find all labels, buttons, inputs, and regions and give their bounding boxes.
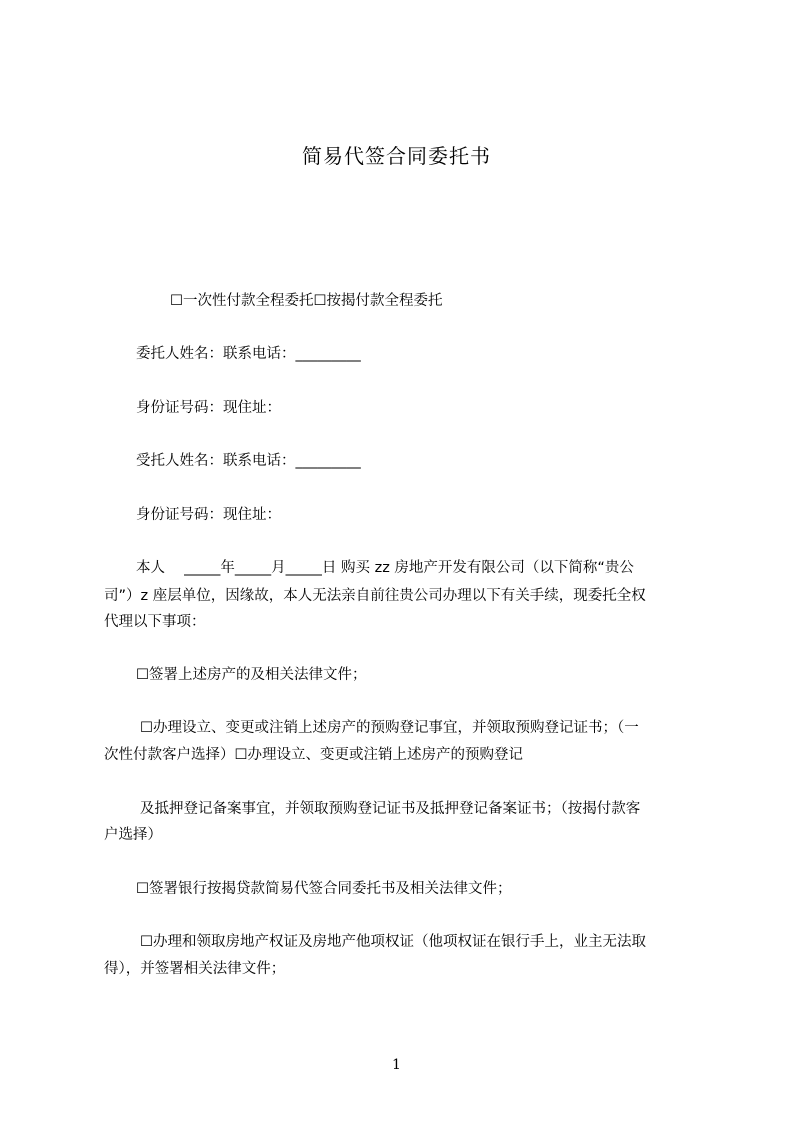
- purchase-statement-line-2: 司”）z 座层单位，因缘故，本人无法亲自前往贵公司办理以下有关手续，现委托全权: [104, 588, 646, 604]
- item-mortgage-registration-line-1: 及抵押登记备案事宜，并领取预购登记证书及抵押登记备案证书；（按揭付款客: [140, 801, 641, 817]
- item-presale-registration-line-2: 次性付款客户选择）☐办理设立、变更或注销上述房产的预购登记: [104, 747, 523, 763]
- purchase-statement-line-3: 代理以下事项：: [104, 614, 206, 630]
- item-property-certificate-line-1: ☐办理和领取房地产权证及房地产他项权证（他项权证在银行手上，业主无法取: [140, 934, 646, 950]
- item-mortgage-registration-line-2: 户选择）: [104, 827, 162, 843]
- payment-type-options: ☐一次性付款全程委托☐按揭付款全程委托: [170, 293, 443, 309]
- agent-name-phone: 受托人姓名：联系电话：_________: [136, 453, 361, 469]
- document-title: 简易代签合同委托书: [302, 144, 491, 168]
- item-bank-mortgage-documents: ☐签署银行按揭贷款简易代签合同委托书及相关法律文件；: [136, 881, 512, 897]
- item-property-certificate-line-2: 得），并签署相关法律文件；: [104, 961, 286, 977]
- principal-name-phone: 委托人姓名：联系电话：_________: [136, 346, 361, 362]
- agent-id-address: 身份证号码：现住址：: [136, 507, 281, 523]
- page-number: 1: [392, 1057, 401, 1073]
- item-presale-registration-line-1: ☐办理设立、变更或注销上述房产的预购登记事宜，并领取预购登记证书；（一: [140, 720, 639, 736]
- principal-id-address: 身份证号码：现住址：: [136, 400, 281, 416]
- purchase-statement-line-1: 本人 _____年_____月_____日 购买 zz 房地产开发有限公司（以下简称“贵公: [136, 560, 634, 576]
- item-sign-documents: ☐签署上述房产的及相关法律文件；: [136, 667, 367, 683]
